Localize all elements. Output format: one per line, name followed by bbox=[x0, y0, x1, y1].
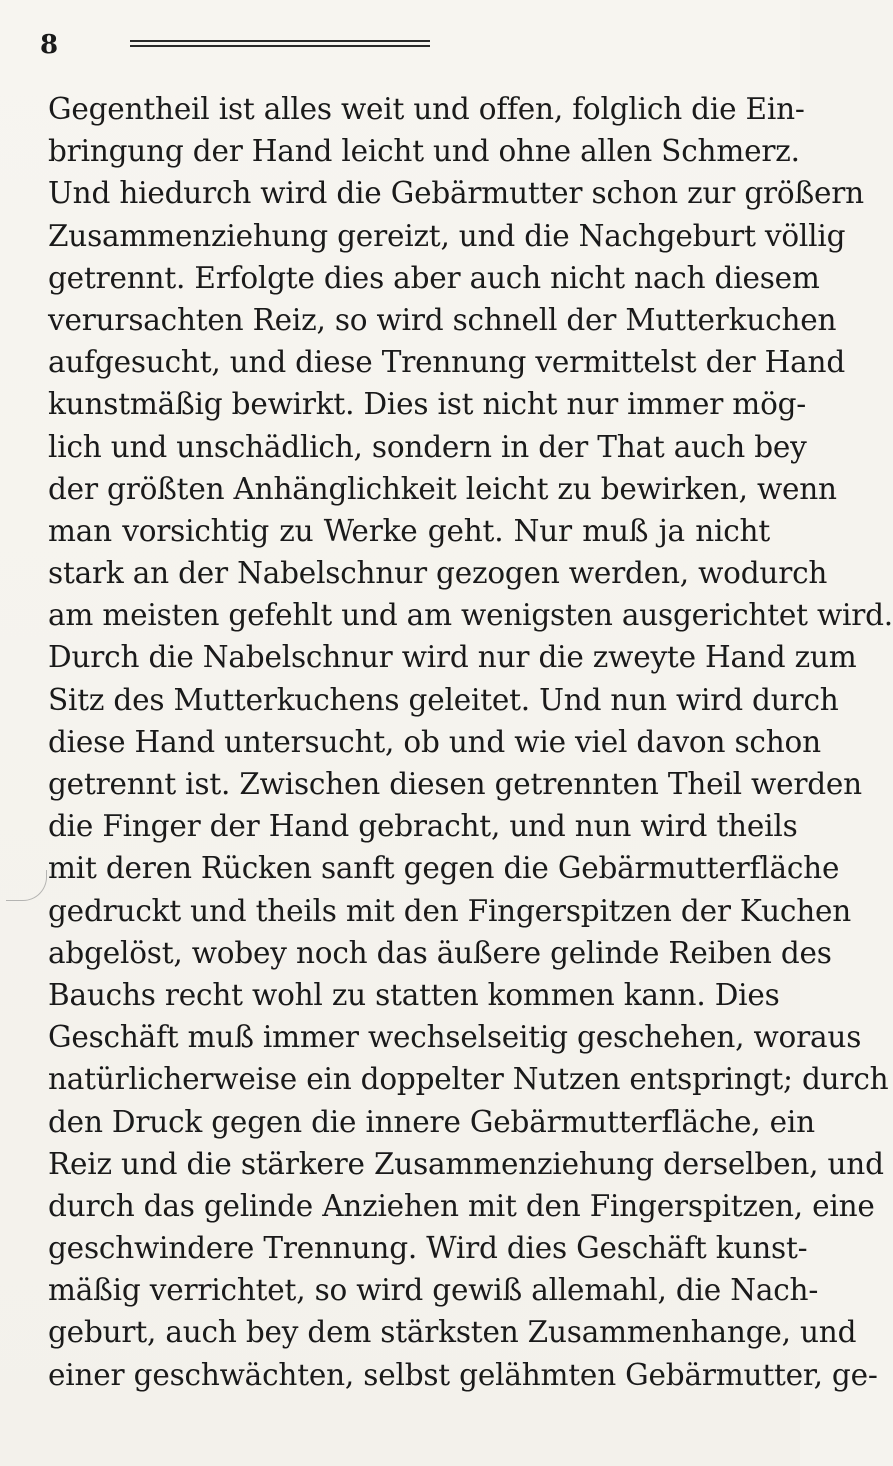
text-line: durch das gelinde Anziehen mit den Fingerspitzen, eine bbox=[48, 1188, 875, 1223]
header-rule-bottom bbox=[130, 45, 430, 47]
text-line: mit deren Rücken sanft gegen die Gebärmutterfläche bbox=[48, 851, 840, 886]
header-double-rule bbox=[130, 40, 430, 48]
text-line: mäßig verrichtet, so wird gewiß allemahl, die Nach- bbox=[48, 1273, 819, 1308]
text-line: gedruckt und theils mit den Fingerspitzen der Kuchen bbox=[48, 893, 852, 928]
text-line: den Druck gegen die innere Gebärmutterfläche, ein bbox=[48, 1104, 815, 1139]
body-text bbox=[48, 88, 893, 1396]
text-line: diese Hand untersucht, ob und wie viel davon schon bbox=[48, 724, 821, 759]
text-line: verursachten Reiz, so wird schnell der Mutterkuchen bbox=[48, 302, 837, 337]
text-line: Geschäft muß immer wechselseitig geschehen, woraus bbox=[48, 1020, 862, 1055]
margin-pencil-mark bbox=[6, 870, 47, 901]
text-line: stark an der Nabelschnur gezogen werden, wodurch bbox=[48, 556, 828, 591]
text-line: abgelöst, wobey noch das äußere gelinde Reiben des bbox=[48, 935, 832, 970]
text-line: Gegentheil ist alles weit und offen, folglich die Ein- bbox=[48, 92, 805, 126]
text-line: lich und unschädlich, sondern in der That auch bey bbox=[48, 429, 807, 464]
text-line: geburt, auch bey dem stärksten Zusammenhange, und bbox=[48, 1315, 857, 1350]
text-line: einer geschwächten, selbst gelähmten Gebärmutter, ge- bbox=[48, 1357, 878, 1392]
text-line: am meisten gefehlt und am wenigsten ausgerichtet wird. bbox=[48, 598, 893, 633]
text-line: die Finger der Hand gebracht, und nun wird theils bbox=[48, 809, 798, 844]
text-line: natürlicherweise ein doppelter Nutzen entspringt; durch bbox=[48, 1062, 889, 1097]
header-rule-top bbox=[130, 40, 430, 42]
text-line: kunstmäßig bewirkt. Dies ist nicht nur immer mög- bbox=[48, 387, 807, 422]
text-line: geschwindere Trennung. Wird dies Geschäft kunst- bbox=[48, 1231, 808, 1266]
page-number: 8 bbox=[40, 30, 59, 60]
text-line: Durch die Nabelschnur wird nur die zweyte Hand zum bbox=[48, 640, 857, 675]
text-line: bringung der Hand leicht und ohne allen Schmerz. bbox=[48, 134, 800, 169]
text-line: Und hiedurch wird die Gebärmutter schon zur größern bbox=[48, 176, 864, 211]
text-line: Sitz des Mutterkuchens geleitet. Und nun wird durch bbox=[48, 682, 839, 717]
text-line: Reiz und die stärkere Zusammenziehung derselben, und bbox=[48, 1146, 884, 1181]
text-line: Bauchs recht wohl zu statten kommen kann. Dies bbox=[48, 977, 780, 1012]
text-line: getrennt. Erfolgte dies aber auch nicht nach diesem bbox=[48, 260, 820, 295]
text-line: man vorsichtig zu Werke geht. Nur muß ja nicht bbox=[48, 513, 770, 548]
text-line: Zusammenziehung gereizt, und die Nachgeburt völlig bbox=[48, 218, 846, 253]
text-line: aufgesucht, und diese Trennung vermittelst der Hand bbox=[48, 345, 846, 380]
text-line: getrennt ist. Zwischen diesen getrennten Theil werden bbox=[48, 767, 862, 801]
text-line: der größten Anhänglichkeit leicht zu bewirken, wenn bbox=[48, 471, 837, 506]
